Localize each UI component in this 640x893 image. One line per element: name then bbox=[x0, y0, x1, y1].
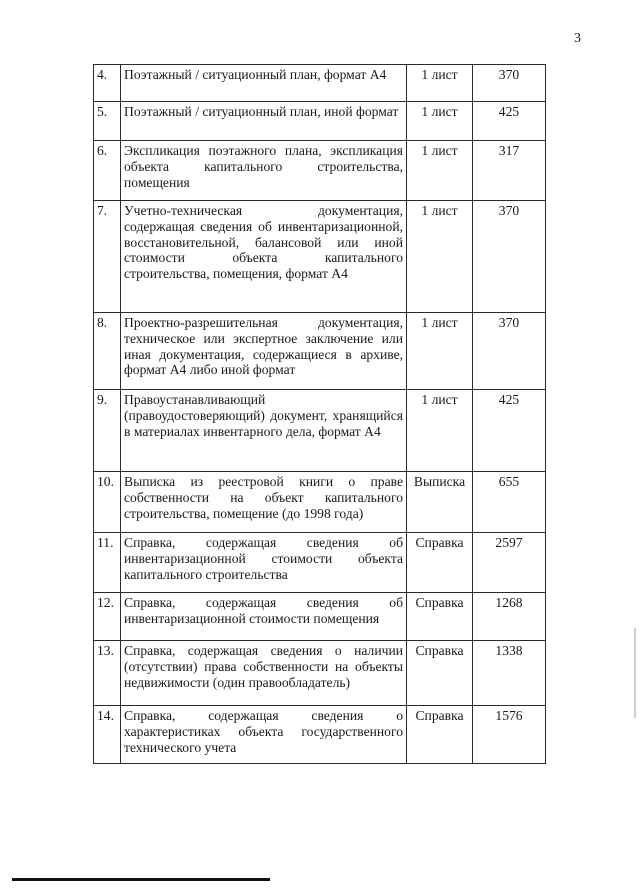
row-number: 14. bbox=[94, 706, 121, 764]
table-row bbox=[94, 472, 546, 533]
price-value: 370 bbox=[473, 65, 546, 102]
row-number: 7. bbox=[94, 201, 121, 313]
row-number: 9. bbox=[94, 390, 121, 472]
row-number: 12. bbox=[94, 593, 121, 641]
table-row bbox=[94, 141, 546, 201]
unit-of-measure: Справка bbox=[407, 641, 473, 706]
price-value: 1576 bbox=[473, 706, 546, 764]
row-number: 5. bbox=[94, 102, 121, 141]
unit-of-measure: 1 лист bbox=[407, 141, 473, 201]
table-row bbox=[94, 533, 546, 593]
page-number: 3 bbox=[574, 31, 581, 46]
table-row bbox=[94, 706, 546, 764]
price-value: 2597 bbox=[473, 533, 546, 593]
price-value: 425 bbox=[473, 390, 546, 472]
unit-of-measure: Выписка bbox=[407, 472, 473, 533]
row-number: 4. bbox=[94, 65, 121, 102]
row-number: 11. bbox=[94, 533, 121, 593]
service-description: Справка, содержащая сведения о характеристиках объекта государственного технического учета bbox=[121, 706, 407, 764]
row-number: 6. bbox=[94, 141, 121, 201]
price-value: 1268 bbox=[473, 593, 546, 641]
unit-of-measure: 1 лист bbox=[407, 102, 473, 141]
unit-of-measure: 1 лист bbox=[407, 390, 473, 472]
price-value: 655 bbox=[473, 472, 546, 533]
table-row bbox=[94, 593, 546, 641]
service-description: Поэтажный / ситуационный план, иной формат bbox=[121, 102, 407, 141]
table-row bbox=[94, 641, 546, 706]
table-row bbox=[94, 65, 546, 102]
unit-of-measure: Справка bbox=[407, 593, 473, 641]
price-value: 1338 bbox=[473, 641, 546, 706]
fee-table bbox=[93, 64, 546, 764]
service-description: Справка, содержащая сведения о наличии (отсутствии) права собственности на объекты недвижимости (один правообладатель) bbox=[121, 641, 407, 706]
scan-edge-mark bbox=[634, 628, 636, 718]
row-number: 10. bbox=[94, 472, 121, 533]
price-value: 370 bbox=[473, 313, 546, 390]
service-description: Справка, содержащая сведения об инвентаризационной стоимости помещения bbox=[121, 593, 407, 641]
unit-of-measure: Справка bbox=[407, 706, 473, 764]
footer-rule bbox=[12, 878, 270, 881]
table-row bbox=[94, 313, 546, 390]
unit-of-measure: 1 лист bbox=[407, 65, 473, 102]
table-row bbox=[94, 390, 546, 472]
service-description: Поэтажный / ситуационный план, формат А4 bbox=[121, 65, 407, 102]
row-number: 8. bbox=[94, 313, 121, 390]
table-row bbox=[94, 201, 546, 313]
service-description: Справка, содержащая сведения об инвентаризационной стоимости объекта капитального строительства bbox=[121, 533, 407, 593]
unit-of-measure: 1 лист bbox=[407, 201, 473, 313]
service-description: Выписка из реестровой книги о праве собственности на объект капитального строительства, помещение (до 1998 года) bbox=[121, 472, 407, 533]
service-description: Учетно-техническая документация, содержащая сведения об инвентаризационной, восстановительной, балансовой или иной стоимости объекта капитального строительства, помещения, формат А4 bbox=[121, 201, 407, 313]
service-description: Правоустанавливающий (правоудостоверяющий) документ, хранящийся в материалах инвентарного дела, формат А4 bbox=[121, 390, 407, 472]
unit-of-measure: 1 лист bbox=[407, 313, 473, 390]
service-description: Экспликация поэтажного плана, экспликация объекта капитального строительства, помещения bbox=[121, 141, 407, 201]
service-description: Проектно-разрешительная документация, техническое или экспертное заключение или иная документация, содержащиеся в архиве, формат А4 либо иной формат bbox=[121, 313, 407, 390]
price-value: 370 bbox=[473, 201, 546, 313]
unit-of-measure: Справка bbox=[407, 533, 473, 593]
price-value: 425 bbox=[473, 102, 546, 141]
row-number: 13. bbox=[94, 641, 121, 706]
price-value: 317 bbox=[473, 141, 546, 201]
table-row bbox=[94, 102, 546, 141]
fee-table-body bbox=[94, 65, 546, 764]
